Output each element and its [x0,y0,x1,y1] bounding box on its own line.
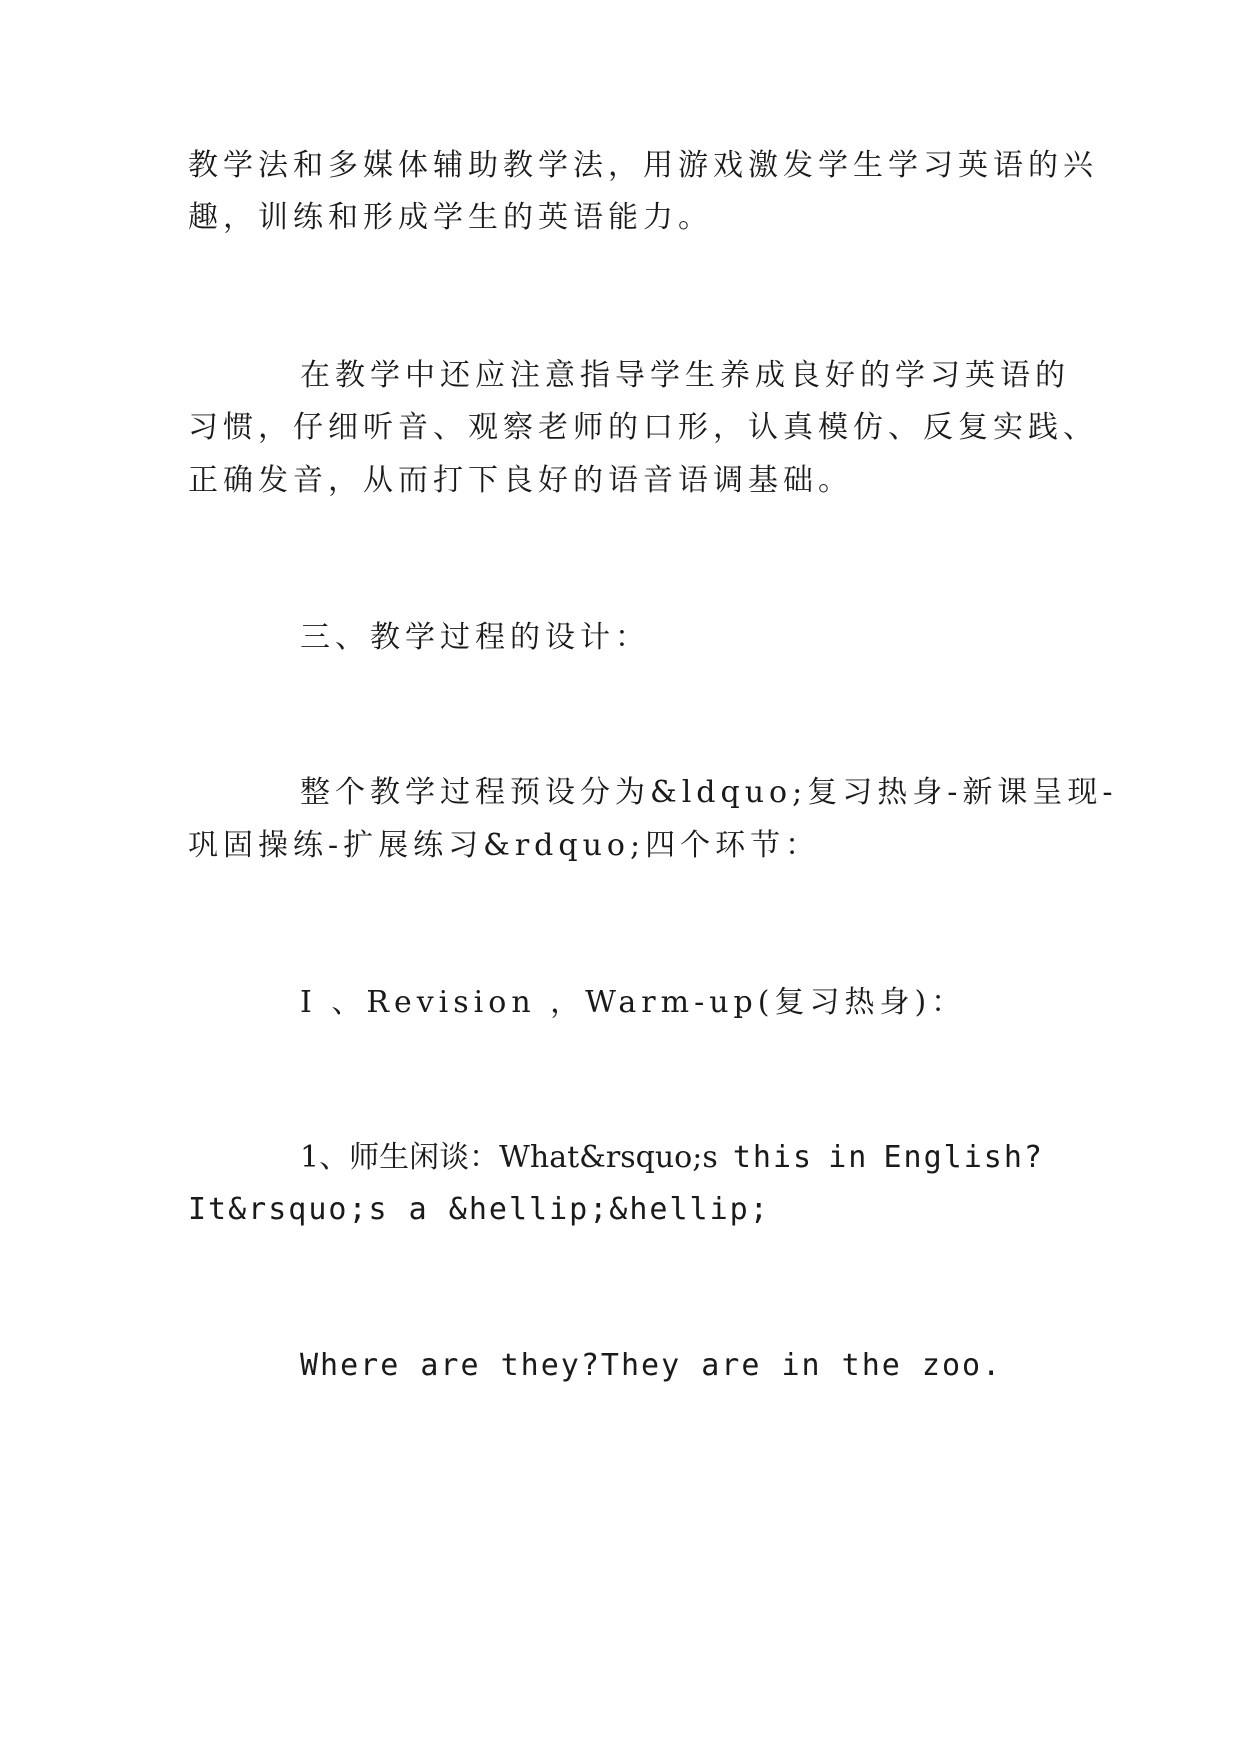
paragraph-2-line-3: 正确发音，从而打下良好的语音语调基础。 [188,463,853,498]
paragraph-2-line-2: 习惯，仔细听音、观察老师的口形，认真模仿、反复实践、 [188,410,1098,445]
item-1-line-2: It&rsquo;s a &hellip;&hellip; [188,1192,770,1227]
paragraph-3-line-2: 巩固操练-扩展练习&rdquo;四个环节： [188,828,821,863]
step-heading: Ⅰ 、Revision ，Warm-up(复习热身)： [300,985,967,1020]
paragraph-1-line-2: 趣，训练和形成学生的英语能力。 [188,200,713,235]
paragraph-3-line-1: 整个教学过程预设分为&ldquo;复习热身-新课呈现- [300,775,1118,810]
paragraph-1-line-1: 教学法和多媒体辅助教学法，用游戏激发学生学习英语的兴 [188,148,1098,183]
item-1-part-4: English? [883,1140,1044,1175]
item-1-part-1: 1、师生闲谈：What&rsquo;s [300,1140,718,1175]
item-1-line-1 [300,1140,1044,1176]
dialogue-line: Where are they?They are in the zoo. [300,1348,1003,1383]
item-1-part-3: in [828,1140,869,1175]
paragraph-2-line-1: 在教学中还应注意指导学生养成良好的学习英语的 [300,358,1070,393]
item-1-part-2: this [732,1140,814,1175]
section-heading: 三、教学过程的设计： [300,620,650,655]
